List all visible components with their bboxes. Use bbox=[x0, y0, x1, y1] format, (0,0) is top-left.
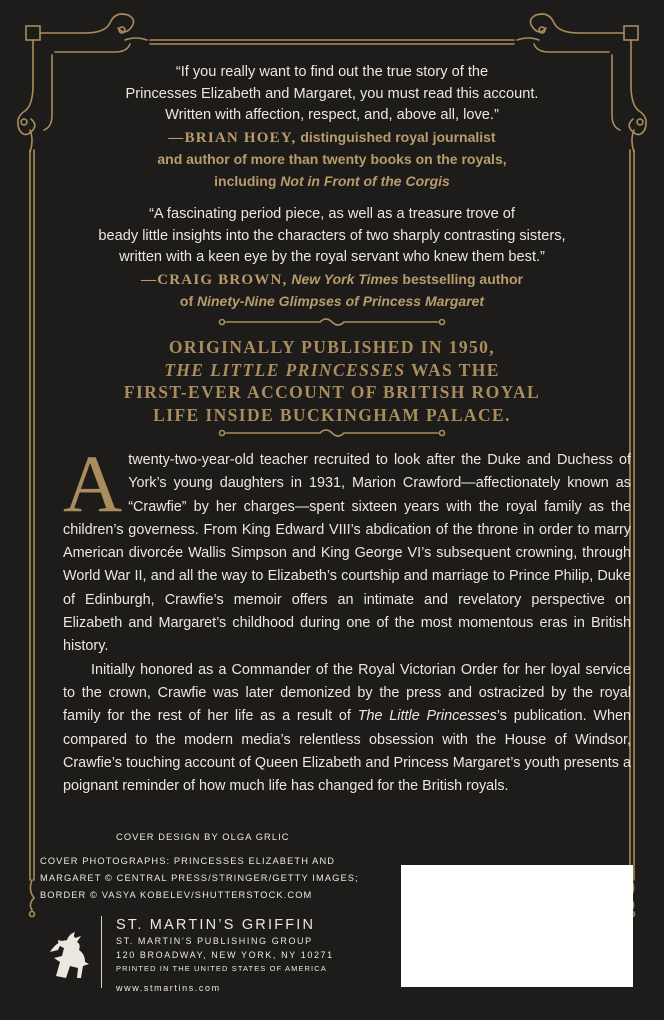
review-quote-hoey bbox=[60, 62, 604, 192]
griffin-logo bbox=[46, 930, 94, 980]
quote-attribution: including Not in Front of the Corgis bbox=[214, 172, 450, 189]
quote-line: “If you really want to find out the true story of the bbox=[175, 64, 489, 80]
printed-in: PRINTED IN THE UNITED STATES OF AMERICA bbox=[116, 964, 327, 973]
description-paragraph: Initially honored as a Commander of the Royal Victorian Order for her loyal service to the crown, Crawfie was later demonized by the press and ostracized by the royal family for the rest of her life as a result of The Little Princesses’s publication. When compared to the modern media’s relentless obsession with the House of Windsor, Crawfie’s touching account of Queen Elizabeth and Princess Margaret’s youth presents a poignant reminder of how much life has changed for the British royals. bbox=[63, 661, 631, 795]
drop-cap: A bbox=[63, 438, 123, 529]
book-title: Not in Front of the Corgis bbox=[280, 172, 450, 189]
quote-line: Princesses Elizabeth and Margaret, you must read this account. bbox=[125, 85, 539, 102]
barcode-area bbox=[401, 865, 633, 987]
quote-attribution: —BRIAN HOEY, distinguished royal journalist bbox=[168, 128, 496, 146]
publisher-group: ST. MARTIN’S PUBLISHING GROUP bbox=[116, 936, 313, 946]
quote-line: Written with affection, respect, and, above all, love.” bbox=[165, 107, 499, 123]
review-quote-brown bbox=[52, 204, 612, 313]
divider bbox=[101, 916, 102, 988]
quote-line: written with a keen eye by the royal servant who knew them best.” bbox=[119, 249, 545, 265]
book-description bbox=[63, 438, 631, 798]
description-paragraph: A twenty-two-year-old teacher recruited to look after the Duke and Duchess of York’s young daughters in 1931, Marion Crawford—affectionately known as “Crawfie” by her charges—spent sixteen years with the royal family as the children’s governess. From King Edward VIII’s abdication of the throne in order to marry American divorcée Wallis Simpson and King George VI’s subsequent crowning, through World War II, and all the way to Elizabeth’s courtship and marriage to Prince Philip, Duke of Edinburgh, Crawfie’s memoir offers an intimate and revelatory perspective on Elizabeth and Margaret’s childhood during one of the most momentous eras in British history. bbox=[63, 438, 631, 655]
publisher-url[interactable]: www.stmartins.com bbox=[116, 983, 221, 993]
photo-credits: COVER PHOTOGRAPHS: PRINCESSES ELIZABETH AND MARGARET © CENTRAL PRESS/STRINGER/GETTY IMAGES; BORDER © VASYA KOBELEV/SHUTTERSTOCK.COM bbox=[40, 856, 359, 900]
quote-attribution: of Ninety-Nine Glimpses of Princess Margaret bbox=[179, 293, 485, 309]
publisher-info bbox=[116, 916, 376, 993]
publisher-address: 120 BROADWAY, NEW YORK, NY 10271 bbox=[116, 950, 334, 960]
quote-line: “A fascinating period piece, as well as a treasure trove of bbox=[149, 206, 515, 222]
reviewer-name: —BRIAN HOEY, bbox=[168, 129, 297, 146]
book-title: Ninety-Nine Glimpses of Princess Margaret bbox=[197, 293, 485, 309]
quote-attribution: —CRAIG BROWN, New York Times bestselling author bbox=[141, 270, 523, 288]
quote-attribution: and author of more than twenty books on the royals, bbox=[157, 151, 507, 167]
book-title: The Little Princesses bbox=[357, 708, 497, 725]
headline: ORIGINALLY PUBLISHED IN 1950, THE LITTLE PRINCESSES WAS THE FIRST-EVER ACCOUNT OF BRITISH ROYAL LIFE INSIDE BUCKINGHAM PALACE. bbox=[123, 337, 541, 425]
reviewer-name: —CRAIG BROWN, bbox=[141, 271, 288, 288]
book-title: THE LITTLE PRINCESSES bbox=[164, 359, 406, 380]
quote-line: beady little insights into the characters of two sharply contrasting sisters, bbox=[98, 227, 566, 244]
publisher-name: ST. MARTIN’S GRIFFIN bbox=[116, 917, 316, 933]
cover-design-credit: COVER DESIGN BY OLGA GRLIC bbox=[116, 832, 290, 842]
